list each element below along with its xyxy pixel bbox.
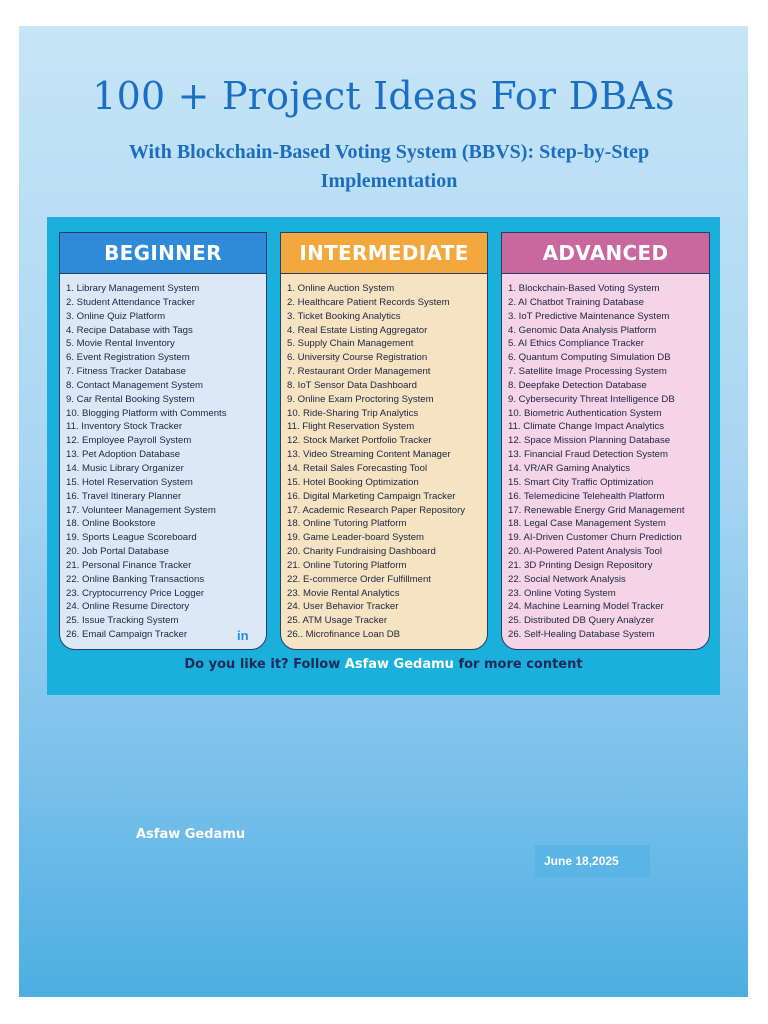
list-item: 10. Ride-Sharing Trip Analytics	[287, 407, 419, 419]
list-item: 25. Distributed DB Query Analyzer	[508, 615, 655, 627]
advanced-column	[501, 232, 710, 650]
beginner-list	[60, 274, 266, 642]
list-item: 21. Personal Finance Tracker	[66, 559, 192, 571]
list-item: 22. Online Banking Transactions	[66, 573, 205, 585]
document-page	[19, 26, 748, 997]
list-item: 16. Telemedicine Telehealth Platform	[508, 490, 665, 502]
list-item: 22. E-commerce Order Fulfillment	[287, 573, 431, 585]
list-item: 14. Music Library Organizer	[66, 462, 184, 474]
list-item: 6. Event Registration System	[66, 352, 190, 364]
list-item: 25. ATM Usage Tracker	[287, 615, 388, 627]
list-item: 8. IoT Sensor Data Dashboard	[287, 379, 417, 391]
list-item: 12. Stock Market Portfolio Tracker	[287, 435, 432, 447]
list-item: 20. AI-Powered Patent Analysis Tool	[508, 546, 662, 558]
list-item: 3. IoT Predictive Maintenance System	[508, 310, 670, 322]
advanced-list	[502, 274, 709, 642]
list-item: 10. Blogging Platform with Comments	[66, 407, 227, 419]
list-item: 10. Biometric Authentication System	[508, 407, 662, 419]
list-item: 24. Online Resume Directory	[66, 601, 190, 613]
project-ideas-infographic	[47, 217, 720, 695]
list-item: 13. Pet Adoption Database	[66, 449, 181, 461]
linkedin-icon[interactable]: in	[237, 628, 249, 643]
list-item: 12. Space Mission Planning Database	[508, 435, 671, 447]
list-item: 6. University Course Registration	[287, 352, 428, 364]
list-item: 23. Online Voting System	[508, 587, 616, 599]
intermediate-column	[280, 232, 488, 650]
list-item: 9. Car Rental Booking System	[66, 393, 195, 405]
intermediate-heading: INTERMEDIATE	[281, 233, 487, 274]
list-item: 12. Employee Payroll System	[66, 435, 192, 447]
page-title: 100 + Project Ideas For DBAs	[92, 74, 675, 118]
follow-banner	[47, 657, 720, 672]
list-item: 26.. Microfinance Loan DB	[287, 629, 401, 641]
list-item: 18. Online Tutoring Platform	[287, 518, 407, 530]
list-item: 18. Online Bookstore	[66, 518, 156, 530]
list-item: 24. Machine Learning Model Tracker	[508, 601, 664, 613]
list-item: 5. AI Ethics Compliance Tracker	[508, 338, 644, 350]
list-item: 13. Financial Fraud Detection System	[508, 449, 668, 461]
list-item: 23. Cryptocurrency Price Logger	[66, 587, 205, 599]
beginner-heading: BEGINNER	[60, 233, 266, 274]
advanced-heading: ADVANCED	[502, 233, 709, 274]
list-item: 23. Movie Rental Analytics	[287, 587, 400, 599]
author-name: Asfaw Gedamu	[136, 827, 246, 842]
follow-text-before: Do you like it? Follow	[184, 657, 345, 672]
follow-author-link[interactable]: Asfaw Gedamu	[344, 657, 454, 672]
list-item: 11. Inventory Stock Tracker	[66, 421, 183, 433]
list-item: 2. Student Attendance Tracker	[66, 296, 196, 308]
list-item: 25. Issue Tracking System	[66, 615, 179, 627]
list-item: 2. Healthcare Patient Records System	[287, 296, 450, 308]
list-item: 9. Online Exam Proctoring System	[287, 393, 434, 405]
list-item: 5. Movie Rental Inventory	[66, 338, 175, 350]
list-item: 6. Quantum Computing Simulation DB	[508, 352, 671, 364]
list-item: 7. Satellite Image Processing System	[508, 366, 667, 378]
list-item: 7. Restaurant Order Management	[287, 366, 431, 378]
list-item: 9. Cybersecurity Threat Intelligence DB	[508, 393, 675, 405]
list-item: 4. Genomic Data Analysis Platform	[508, 324, 657, 336]
list-item: 17. Volunteer Management System	[66, 504, 216, 516]
list-item: 20. Job Portal Database	[66, 546, 169, 558]
list-item: 4. Recipe Database with Tags	[66, 324, 193, 336]
list-item: 24. User Behavior Tracker	[287, 601, 399, 613]
list-item: 18. Legal Case Management System	[508, 518, 666, 530]
list-item: 26. Email Campaign Tracker	[66, 629, 188, 641]
list-item: 19. Sports League Scoreboard	[66, 532, 197, 544]
list-item: 1. Online Auction System	[287, 283, 395, 294]
list-item: 3. Online Quiz Platform	[66, 310, 166, 322]
follow-text-after: for more content	[453, 657, 583, 672]
list-item: 11. Flight Reservation System	[287, 421, 415, 433]
list-item: 26. Self-Healing Database System	[508, 629, 655, 641]
list-item: 19. AI-Driven Customer Churn Prediction	[508, 532, 682, 544]
list-item: 3. Ticket Booking Analytics	[287, 310, 401, 322]
list-item: 16. Digital Marketing Campaign Tracker	[287, 490, 456, 502]
list-item: 11. Climate Change Impact Analytics	[508, 421, 665, 433]
list-item: 4. Real Estate Listing Aggregator	[287, 324, 428, 336]
list-item: 22. Social Network Analysis	[508, 573, 626, 585]
list-item: 7. Fitness Tracker Database	[66, 366, 186, 378]
list-item: 2. AI Chatbot Training Database	[508, 296, 644, 308]
list-item: 21. Online Tutoring Platform	[287, 559, 407, 571]
list-item: 8. Contact Management System	[66, 379, 204, 391]
beginner-column	[59, 232, 267, 650]
list-item: 15. Smart City Traffic Optimization	[508, 476, 654, 488]
list-item: 19. Game Leader-board System	[287, 532, 425, 544]
list-item: 1. Blockchain-Based Voting System	[508, 283, 660, 294]
list-item: 20. Charity Fundraising Dashboard	[287, 546, 436, 558]
list-item: 21. 3D Printing Design Repository	[508, 559, 653, 571]
list-item: 13. Video Streaming Content Manager	[287, 449, 451, 461]
page-subtitle: With Blockchain-Based Voting System (BBVS): Step-by-Step Implementation	[128, 141, 650, 192]
list-item: 8. Deepfake Detection Database	[508, 379, 647, 391]
list-item: 1. Library Management System	[66, 283, 200, 294]
list-item: 14. Retail Sales Forecasting Tool	[287, 462, 428, 474]
list-item: 14. VR/AR Gaming Analytics	[508, 462, 631, 474]
list-item: 15. Hotel Reservation System	[66, 476, 193, 488]
publish-date: June 18,2025	[535, 845, 650, 877]
list-item: 16. Travel Itinerary Planner	[66, 490, 182, 502]
intermediate-list	[281, 274, 487, 642]
list-item: 17. Academic Research Paper Repository	[287, 504, 466, 516]
list-item: 15. Hotel Booking Optimization	[287, 476, 419, 488]
list-item: 17. Renewable Energy Grid Management	[508, 504, 685, 516]
list-item: 5. Supply Chain Management	[287, 338, 414, 350]
